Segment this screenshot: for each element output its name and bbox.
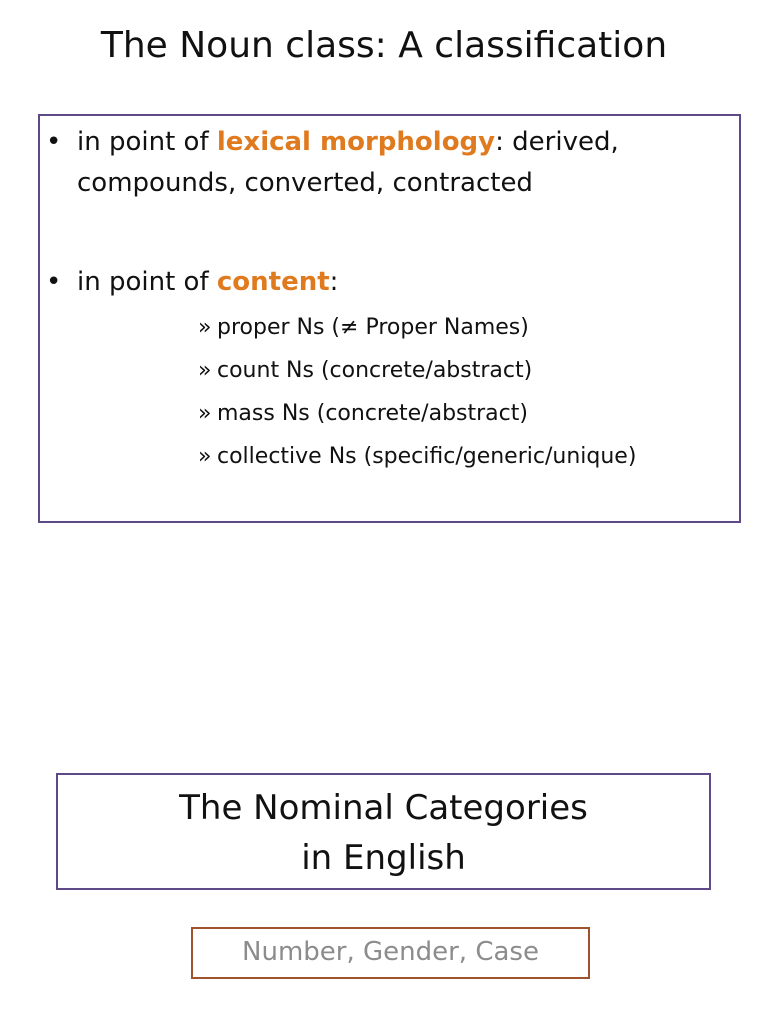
sub-marker-icon: » (198, 444, 212, 469)
categories-subtitle-box: Number, Gender, Case (191, 927, 590, 979)
bullet-highlight: lexical morphology (216, 127, 496, 157)
bullet-dot-icon: • (46, 127, 62, 157)
sub-item-text: collective Ns (specific/generic/unique) (217, 444, 637, 469)
bullet-text (77, 122, 697, 204)
bullet-prefix: in point of (77, 127, 217, 157)
classification-box (38, 114, 741, 523)
sub-marker-icon: » (198, 358, 212, 383)
bullet-suffix: : derived, compounds, converted, contracted (77, 127, 619, 198)
content-sub-list (198, 306, 718, 478)
bullet-prefix: in point of (77, 267, 217, 297)
sub-list-item (198, 392, 718, 435)
bullet-highlight: content (216, 267, 330, 297)
sub-list-item (198, 435, 718, 478)
sub-list-item (198, 306, 718, 349)
categories-title-line-2: in English (301, 838, 466, 878)
sub-item-text: mass Ns (concrete/abstract) (217, 401, 528, 426)
sub-marker-icon: » (198, 315, 212, 340)
bullet-text (77, 262, 697, 303)
sub-list-item (198, 349, 718, 392)
bullet-suffix: : (329, 267, 339, 297)
nominal-categories-title-box (56, 773, 711, 890)
sub-item-text: count Ns (concrete/abstract) (217, 358, 533, 383)
slide-title: The Noun class: A classification (100, 25, 668, 66)
sub-marker-icon: » (198, 401, 212, 426)
bullet-dot-icon: • (46, 267, 62, 297)
sub-item-text: proper Ns (≠ Proper Names) (217, 315, 529, 340)
categories-title-line-1: The Nominal Categories (179, 788, 588, 828)
